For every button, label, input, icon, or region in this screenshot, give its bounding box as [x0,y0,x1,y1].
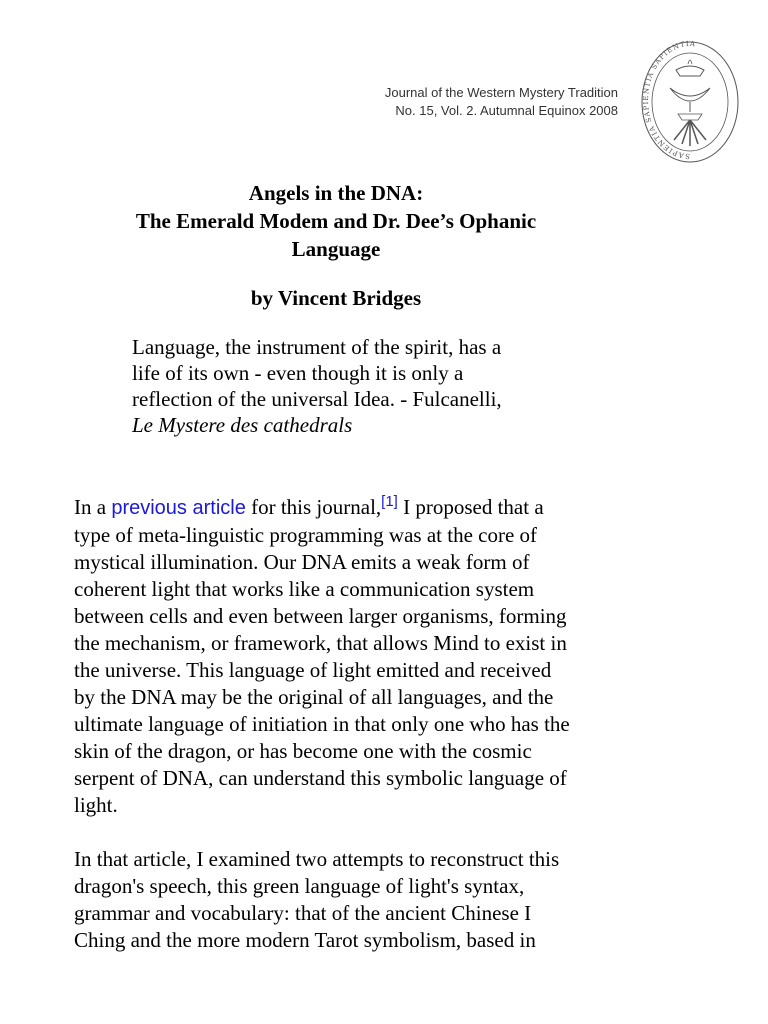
svg-text:SAPIENTIA SAPIENTIA SAPIENTIA [642,40,696,160]
after-footnote-text: I proposed that a [397,495,544,519]
epigraph-line: reflection of the universal Idea. - Fulcanelli, [132,387,502,411]
paragraph-line: between cells and even between larger organisms, forming [74,604,567,628]
paragraph-line: skin of the dragon, or has become one with the cosmic [74,739,532,763]
paragraph-line: grammar and vocabulary: that of the ancient Chinese I [74,901,532,925]
title-line-2: The Emerald Modem and Dr. Dee’s Ophanic [135,209,537,233]
footnote-1-link[interactable]: [1] [381,493,398,510]
after-link-text: for this journal, [245,495,382,519]
intro-text: In a [74,495,112,519]
paragraph-line: serpent of DNA, can understand this symbolic language of [74,766,567,790]
epigraph-source: Le Mystere des cathedrals [132,413,353,437]
epigraph-quote [132,334,572,438]
issue-line: No. 15, Vol. 2. Autumnal Equinox 2008 [395,103,618,118]
author-byline: by Vincent Bridges [250,286,422,310]
paragraph-line: the mechanism, or framework, that allows Mind to exist in [74,631,567,655]
paragraph-line: In that article, I examined two attempts to reconstruct this [74,847,560,871]
title-line-3: Language [291,237,381,261]
journal-header [385,84,618,120]
epigraph-line: life of its own - even though it is only a [132,361,464,385]
title-line-1: Angels in the DNA: [248,181,424,205]
paragraph-line: Ching and the more modern Tarot symbolism, based in [74,928,536,952]
paragraph-line: light. [74,793,118,817]
previous-article-link[interactable]: previous article [111,497,246,519]
paragraph-line: dragon's speech, this green language of light's syntax, [74,874,525,898]
body-paragraph-2 [74,846,654,954]
paragraph-line: the universe. This language of light emitted and received [74,658,552,682]
paragraph-line: coherent light that works like a communication system [74,577,535,601]
seal-lettering: SAPIENTIA SAPIENTIA SAPIENTIA [641,40,697,161]
article-title [100,179,572,263]
paragraph-line: mystical illumination. Our DNA emits a weak form of [74,550,530,574]
paragraph-line: ultimate language of initiation in that only one who has the [74,712,570,736]
paragraph-first-line [74,494,654,522]
paragraph-line: type of meta-linguistic programming was at the core of [74,523,538,547]
epigraph-line: Language, the instrument of the spirit, has a [132,335,502,359]
journal-seal-logo [640,40,740,165]
body-paragraph-1 [74,494,654,819]
journal-name: Journal of the Western Mystery Tradition [384,85,618,100]
paragraph-line: by the DNA may be the original of all languages, and the [74,685,554,709]
